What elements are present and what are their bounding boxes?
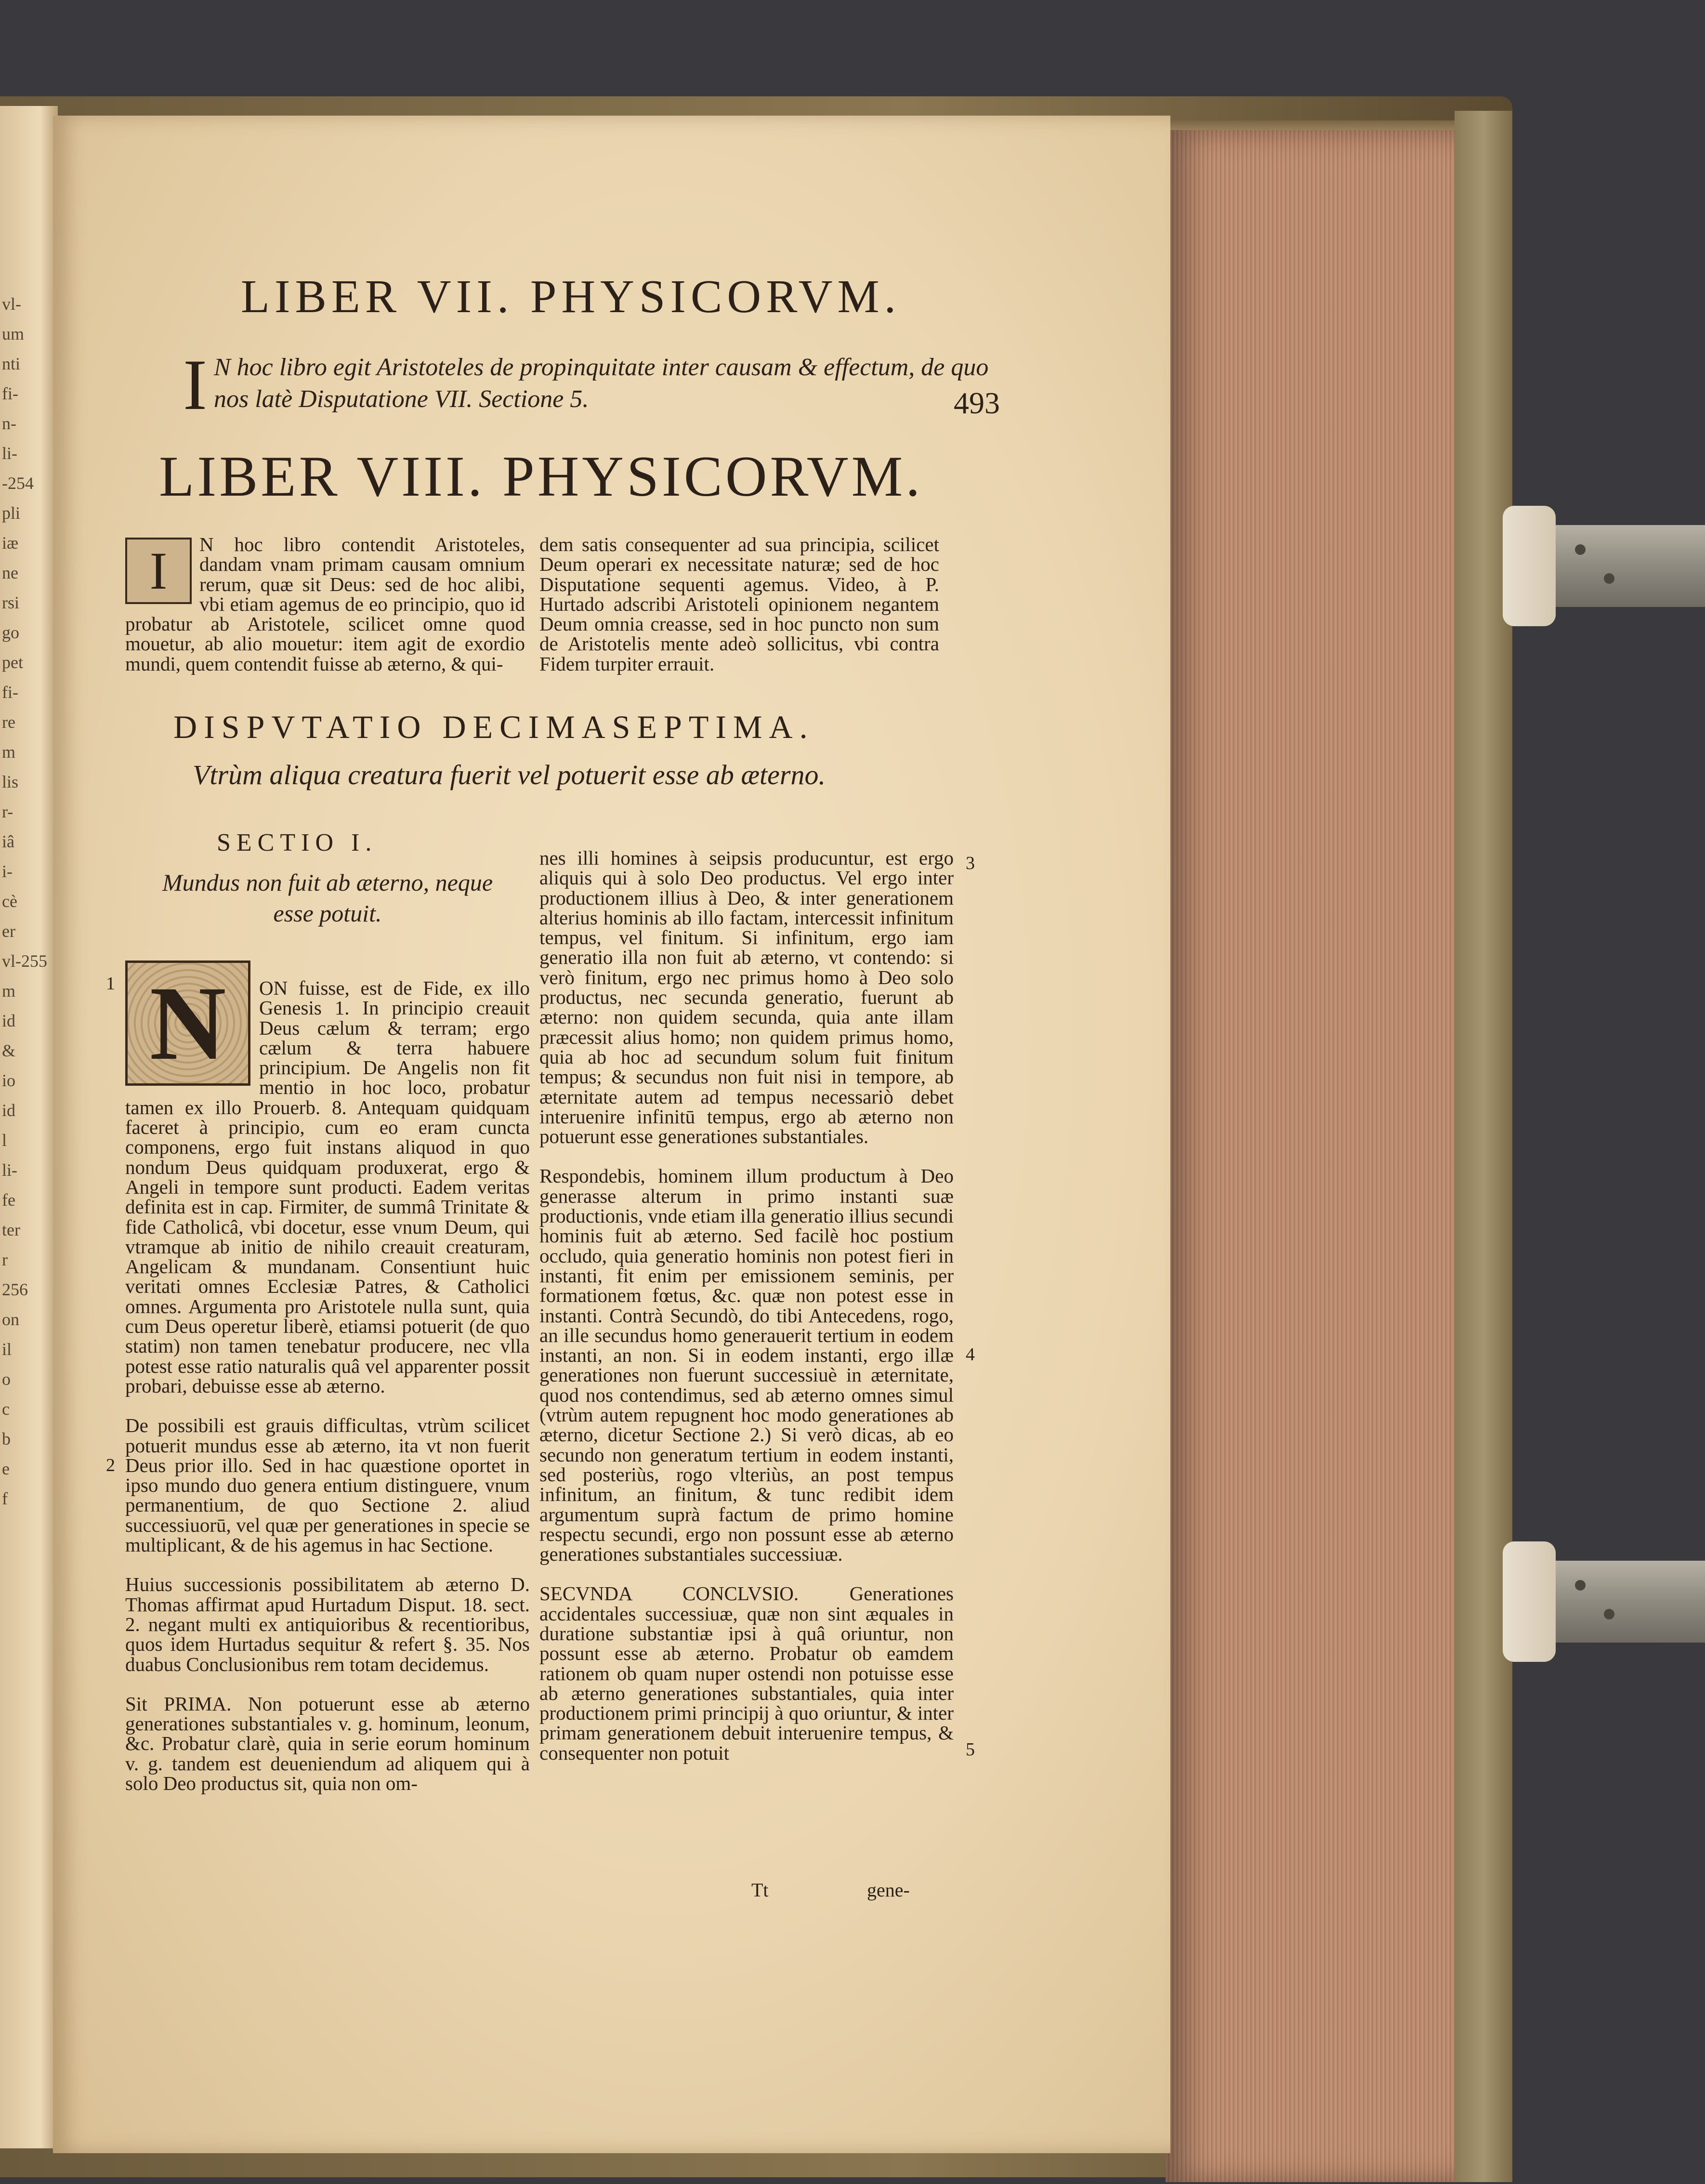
ornamental-initial: I <box>125 538 192 604</box>
rivet-icon <box>1604 1609 1614 1619</box>
margin-number: 3 <box>966 853 975 873</box>
heading-liber-vii: LIBER VII. PHYSICORVM. <box>241 271 901 323</box>
book-page <box>53 116 1170 2153</box>
drop-cap: I <box>183 345 207 425</box>
catchword: gene- <box>867 1879 910 1901</box>
margin-number: 1 <box>106 974 115 994</box>
facing-page-left <box>0 106 58 2148</box>
margin-number: 5 <box>966 1739 975 1760</box>
left-column <box>125 959 530 1813</box>
sectio-subheading: Mundus non fuit ab æterno, neque esse potuit. <box>162 869 493 927</box>
facing-page-text-fragments: vl- um nti fi- n- li- -254 pli iæ ne rsi go pet fi- re m lis r- iâ i- cè er vl-255 m id & io id l li- fe ter r 256 on il o c b e f <box>2 294 47 1508</box>
liber-viii-column-1 <box>125 535 525 674</box>
page-number: 493 <box>954 386 1000 420</box>
paragraph-4: Sit PRIMA. Non potuerunt esse ab æterno generationes substantiales v. g. hominum, leonum, &c. Probatur clarè, quia in serie eorum hominum v. g. tandem est deueniendum ad aliquem qui à solo Deo productus sit, quia non om- <box>125 1692 530 1794</box>
page-edges <box>1166 130 1455 2182</box>
cover-edge <box>1455 111 1512 2182</box>
paragraph-2: De possibili est grauis difficultas, vtrùm scilicet potuerit mundus esse ab æterno, ita vt non fuerit Deus prior illo. Sed in hac quæstione oportet in ipso mundo duo genera entium distinguere, vnum permanentium, de quo Sectione 2. aliud successiuorū, vel quæ per generationes in specie se multiplicant, & de his agemus in hac Sectione. <box>125 1414 530 1556</box>
heading-liber-viii: LIBER VIII. PHYSICORVM. <box>159 444 923 508</box>
signature-mark: Tt <box>751 1879 769 1901</box>
paragraph-3: Huius successionis possibilitatem ab æterno D. Thomas affirmat apud Hurtadum Disput. 18. sect. 2. negant multi ex antiquioribus & recentioribus, quos idem Hurtadus sequitur & refert §. 35. Nos duabus Conclusionibus rem totam decidemus. <box>125 1573 530 1675</box>
paragraph-3: SECVNDA CONCLVSIO. Generationes accidentales successiuæ, quæ non sint æquales in duratione substantiæ ipsi à quâ oriuntur, non possunt esse ab æterno. Probatur ob eamdem rationem ob quam nuper ostendi non potuisse esse ab æterno generationes substantiales, quia inter productionem primi principij à quo oriuntur, & inter primam generationem debuit interuenire tempus, & consequenter non potuit <box>539 1582 954 1764</box>
clasp-bone-catch <box>1503 506 1556 626</box>
rivet-icon <box>1575 1580 1586 1591</box>
ornamental-initial-N: N <box>125 960 250 1086</box>
disputatio-subtitle: Vtrùm aliqua creatura fuerit vel potuerit esse ab æterno. <box>193 759 826 790</box>
upper-clasp <box>1532 525 1705 607</box>
paragraph-2: Respondebis, hominem illum productum à Deo generasse alterum in primo instanti suæ productionis, vnde etiam illa generatio illius secundi hominis fuit ab æterno. Sed facilè hoc postium occludo, quia generatio hominis non potest fieri in instanti, fit enim per emissionem seminis, per formationem fœtus, &c. quæ non potest esse in instanti. Contrà Secundò, do tibi Antecedens, rogo, an ille secundus homo generauerit tertium in eodem instanti, an non. Si in eodem instanti, ergo illæ generationes non fuerunt successiuè in æternitate, quod nos contendimus, sed ab æterno omnes simul (vtrùm autem repugnent hoc modo generationes ab æterno, dicetur Sectione 2.) Si verò dicas, ab eo secundo non generatum tertium in eodem instanti, sed posteriùs, rogo vlteriùs, an post tempus infinitum, an finitum, & tunc redibit idem argumentum suprà factum de primo homine respectu secundi, ergo non possunt esse ab æterno generationes substantiales successiuæ. <box>539 1165 954 1566</box>
intro-liber-vii <box>183 345 1002 425</box>
rivet-icon <box>1604 573 1614 584</box>
lower-clasp <box>1532 1561 1705 1643</box>
liber-viii-column-2 <box>539 535 939 674</box>
paragraph-1: ON fuisse, est de Fide, ex illo Genesis 1. In principio creauit Deus cælum & terram; ergo cælum & terra habuere principium. De Angelis non fit mentio in hoc loco, probatur tamen ex illo Prouerb. 8. Antequam quidquam faceret à principio, cum eo eram cuncta componens, ergo fuit instans aliquod in quo nondum Deus quidquam produxerat, ergo & Angeli in tempore sunt producti. Eadem veritas definita est in cap. Firmiter, de summâ Trinitate & fide Catholicâ, vbi docetur, esse vnum Deum, qui vtramque ab initio de nihilo creauit creaturam, Angelicam & mundanam. Consentiunt huic veritati omnes Ecclesiæ Patres, & Catholici omnes. Argumenta pro Aristotele nulla sunt, quia cum Deus operetur liberè, etiamsi potuerit (de quo statim) non tamen tenebatur producere, nec vlla potest esse ratio naturalis quâ vel apparenter possit probari, debuisse esse ab æterno. <box>125 977 530 1397</box>
intro-text: N hoc libro egit Aristoteles de propinquitate inter causam & effectum, de quo nos latè Disputatione VII. Sectione 5. <box>213 354 989 413</box>
margin-number: 2 <box>106 1455 115 1475</box>
rivet-icon <box>1575 544 1586 555</box>
sectio-heading: SECTIO I. <box>217 829 378 856</box>
disputatio-title: DISPVTATIO DECIMASEPTIMA. <box>173 709 814 745</box>
margin-number: 4 <box>966 1344 975 1365</box>
clasp-bone-catch <box>1503 1541 1556 1662</box>
paragraph: N hoc libro contendit Aristoteles, dandam vnam primam causam omnium rerum, quæ sit Deus: sed de hoc alibi, vbi etiam agemus de eo principio, quo id probatur ab Aristotele, scilicet omne quod mouetur, ab alio mouetur: item agit de exordio mundi, quem contendit fuisse ab æterno, & qui- <box>125 533 525 675</box>
right-column <box>539 829 954 1783</box>
paragraph: dem satis consequenter ad sua principia, scilicet Deum operari ex necessitate naturæ; sed de hoc Disputatione sequenti agemus. Video, à P. Hurtado adscribi Aristoteli opinionem negantem Deum omnia creasse, sed in hoc puncto non sum de Aristotelis mente adeò sollicitus, vbi contra Fidem turpiter errauit. <box>539 533 939 675</box>
paragraph-1: nes illi homines à seipsis producuntur, est ergo aliquis qui à solo Deo productus. Vel ergo inter productionem illius à Deo, & inter generationem alterius hominis ab illo factam, intercessit infinitum tempus, vel finitum. Si infinitum, ergo iam generatio illa non fuit ab æterno, vt contendo: si verò finitum, ergo nec primus homo à Deo solo productus, nec secunda generatio, fuerunt ab æterno: non quidem secunda, quia ante illam præcessit alius homo; non quidem primus homo, quia ab hoc ad secundum solum fuit finitum tempus; & secundus non fuit nisi in tempore, ab æternitate autem ad tempus necessariò debet interuenire infinitū tempus, ergo ab æterno non potuerunt esse generationes substantiales. <box>539 847 954 1148</box>
